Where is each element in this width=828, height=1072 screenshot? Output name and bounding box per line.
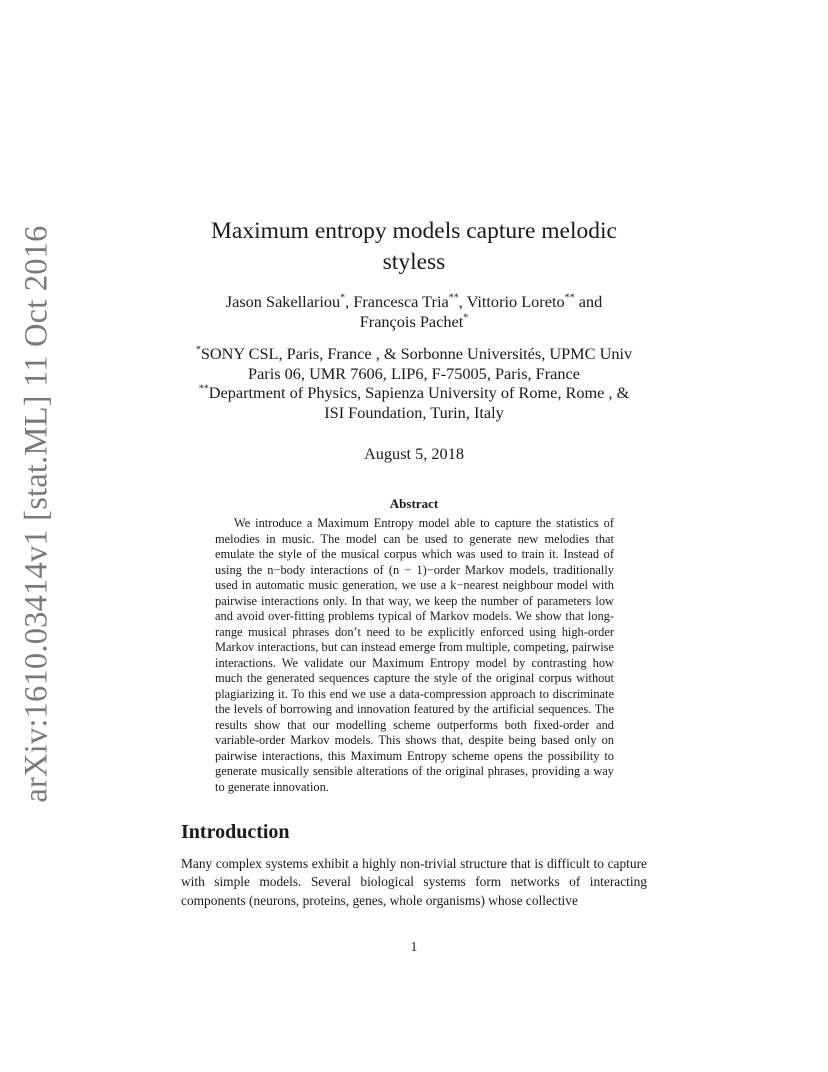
title-line-1: Maximum entropy models capture melodic — [211, 218, 617, 244]
author-name: Jason Sakellariou — [225, 292, 341, 311]
author-conjunction: and — [578, 292, 603, 311]
paper-title — [120, 216, 708, 278]
authors-line-2 — [150, 312, 678, 332]
author-name: Francesca Tria — [353, 292, 449, 311]
affiliation-mark: * — [195, 344, 201, 356]
affiliation-mark: * — [340, 292, 346, 304]
affiliation-2-line-2: ISI Foundation, Turin, Italy — [324, 402, 504, 422]
introduction-paragraph: Many complex systems exhibit a highly non-trivial structure that is difficult to capture with simple models. Several biological systems form networks of interacting components (neurons, proteins, genes, whole organisms) whose collective — [181, 856, 647, 908]
page-number: 1 — [410, 939, 418, 954]
authors-line-1: Jason Sakellariou*, Francesca Tria**, Vittorio Loreto** and — [225, 292, 603, 311]
author-list — [150, 292, 678, 332]
abstract-heading: Abstract — [389, 496, 439, 511]
paper-date: August 5, 2018 — [364, 444, 464, 463]
affiliation-text: Department of Physics, Sapienza University of Rome, Rome , & — [208, 383, 630, 402]
title-line-2: styless — [382, 249, 446, 275]
arxiv-identifier-stamp: arXiv:1610.03414v1 [stat.ML] 11 Oct 2016 — [18, 225, 55, 803]
introduction-heading: Introduction — [181, 821, 290, 843]
affiliation-text: SONY CSL, Paris, France , & Sorbonne Universités, UPMC Univ — [200, 344, 633, 363]
affiliation-mark: ** — [198, 383, 209, 395]
affiliation-2-line-1 — [140, 383, 688, 403]
affiliation-1-line-1 — [140, 344, 688, 364]
affiliations-block — [140, 344, 688, 422]
affiliation-1-line-2: Paris 06, UMR 7606, LIP6, F-75005, Paris, France — [248, 363, 580, 383]
author-name: Vittorio Loreto — [466, 292, 565, 311]
affiliation-mark: ** — [564, 292, 575, 304]
abstract-text: We introduce a Maximum Entropy model able to capture the statistics of melodies in music. The model can be used to generate new melodies that emulate the style of the musical corpus which was used to train it. Instead of using the n−body interactions of (n − 1)−order Markov models, traditionally used in automatic music generation, we use a k−nearest neighbour model with pairwise interactions only. In that way, we keep the number of parameters low and avoid over-fitting problems typical of Markov models. We show that long-range musical phrases don’t need to be explicitly enforced using high-order Markov interactions, but can instead emerge from multiple, competing, pairwise interactions. We validate our Maximum Entropy model by contrasting how much the generated sequences capture the style of the original corpus without plagiarizing it. To this end we use a data-compression approach to discriminate the levels of borrowing and innovation featured by the artificial sequences. The results show that our modelling scheme outperforms both fixed-order and variable-order Markov models. This shows that, despite being based only on pairwise interactions, this Maximum Entropy scheme opens the possibility to generate musically sensible alterations of the original phrases, providing a way to generate innovation. — [215, 516, 614, 794]
affiliation-mark: ** — [448, 292, 459, 304]
author-name: François Pachet — [359, 312, 464, 331]
affiliation-mark: * — [463, 312, 469, 324]
